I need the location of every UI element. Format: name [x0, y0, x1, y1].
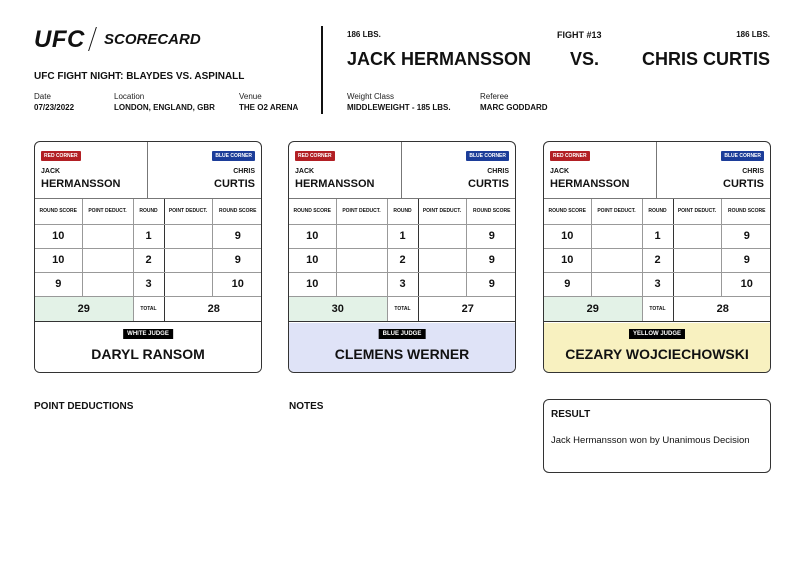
- fighter2-weight: 186 LBS.: [736, 30, 770, 39]
- total-row: [35, 296, 262, 321]
- round-number: 3: [387, 272, 418, 296]
- blue-fighter-last: CURTIS: [214, 178, 255, 190]
- judge-badge: BLUE JUDGE: [379, 329, 426, 339]
- round-score-header: ROUND SCORE: [721, 199, 771, 224]
- blue-fighter-first: CHRIS: [487, 168, 509, 175]
- blue-score: 9: [721, 224, 771, 248]
- red-score: 10: [35, 248, 82, 272]
- round-row: [544, 272, 771, 296]
- round-row: [35, 224, 262, 248]
- score-table: [544, 199, 771, 322]
- round-score-header: ROUND SCORE: [35, 199, 82, 224]
- blue-deduct: [418, 272, 466, 296]
- point-deduct-header: POINT DEDUCT.: [418, 199, 466, 224]
- score-table: [289, 199, 516, 322]
- round-score-header: ROUND SCORE: [544, 199, 591, 224]
- blue-deduct: [673, 224, 721, 248]
- blue-score: 9: [212, 224, 262, 248]
- header-divider: [321, 26, 323, 114]
- red-total: 29: [544, 296, 642, 321]
- red-fighter-first: JACK: [550, 168, 570, 175]
- blue-deduct: [418, 248, 466, 272]
- round-number: 3: [642, 272, 673, 296]
- scorecard-judge-3: [543, 141, 771, 373]
- blue-fighter-first: CHRIS: [742, 168, 764, 175]
- red-deduct: [82, 224, 133, 248]
- card-header: [544, 142, 770, 199]
- referee-value: MARC GODDARD: [480, 103, 548, 112]
- red-fighter-last: HERMANSSON: [295, 178, 375, 190]
- round-header: ROUND: [387, 199, 418, 224]
- red-deduct: [591, 272, 642, 296]
- date-value: 07/23/2022: [34, 103, 75, 112]
- result-box: [543, 399, 771, 473]
- blue-score: 10: [721, 272, 771, 296]
- round-row: [544, 248, 771, 272]
- round-number: 1: [133, 224, 164, 248]
- blue-deduct: [673, 248, 721, 272]
- card-header: [289, 142, 515, 199]
- round-number: 2: [387, 248, 418, 272]
- round-number: 2: [133, 248, 164, 272]
- location-value: LONDON, ENGLAND, GBR: [114, 103, 215, 112]
- blue-total: 28: [164, 296, 262, 321]
- round-score-header: ROUND SCORE: [466, 199, 516, 224]
- red-deduct: [336, 272, 387, 296]
- score-table: [35, 199, 262, 322]
- location-label: Location: [114, 92, 145, 101]
- result-text: Jack Hermansson won by Unanimous Decision: [551, 435, 750, 446]
- red-total: 29: [35, 296, 133, 321]
- judge-name: CLEMENS WERNER: [334, 346, 470, 362]
- blue-score: 9: [466, 272, 516, 296]
- red-score: 9: [544, 272, 591, 296]
- blue-score: 9: [466, 248, 516, 272]
- round-row: [544, 224, 771, 248]
- red-corner-badge: RED CORNER: [295, 151, 335, 161]
- point-deduct-header: POINT DEDUCT.: [336, 199, 387, 224]
- event-title: UFC FIGHT NIGHT: BLAYDES VS. ASPINALL: [34, 71, 245, 82]
- blue-deduct: [164, 224, 212, 248]
- blue-deduct: [418, 224, 466, 248]
- red-fighter-last: HERMANSSON: [41, 178, 121, 190]
- point-deduct-header: POINT DEDUCT.: [591, 199, 642, 224]
- scorecard-title: SCORECARD: [104, 31, 201, 48]
- logo-divider: [88, 27, 97, 51]
- red-score: 10: [289, 272, 336, 296]
- fighter2-name: CHRIS CURTIS: [641, 49, 770, 69]
- round-row: [289, 272, 516, 296]
- point-deduct-header: POINT DEDUCT.: [164, 199, 212, 224]
- red-fighter-last: HERMANSSON: [550, 178, 630, 190]
- weight-class-label: Weight Class: [347, 92, 394, 101]
- blue-corner-badge: BLUE CORNER: [721, 151, 764, 161]
- blue-fighter-last: CURTIS: [468, 178, 509, 190]
- point-deductions-heading: POINT DEDUCTIONS: [34, 401, 134, 412]
- blue-corner-badge: BLUE CORNER: [466, 151, 509, 161]
- blue-fighter-last: CURTIS: [723, 178, 764, 190]
- blue-score: 9: [212, 248, 262, 272]
- date-label: Date: [34, 92, 51, 101]
- fighter1-name: JACK HERMANSSON: [347, 49, 532, 69]
- blue-total: 28: [673, 296, 771, 321]
- round-row: [289, 248, 516, 272]
- red-total: 30: [289, 296, 387, 321]
- red-score: 9: [35, 272, 82, 296]
- round-row: [35, 272, 262, 296]
- point-deduct-header: POINT DEDUCT.: [82, 199, 133, 224]
- scorecard-judge-1: [34, 141, 262, 373]
- round-score-header: ROUND SCORE: [212, 199, 262, 224]
- notes-heading: NOTES: [289, 401, 324, 412]
- total-label: TOTAL: [387, 296, 418, 321]
- red-score: 10: [544, 224, 591, 248]
- judge-area: [35, 323, 261, 373]
- round-number: 3: [133, 272, 164, 296]
- judge-area: [544, 323, 770, 373]
- round-row: [35, 248, 262, 272]
- scorecard-judge-2: [288, 141, 516, 373]
- venue-value: THE O2 ARENA: [239, 103, 299, 112]
- red-deduct: [591, 224, 642, 248]
- point-deduct-header: POINT DEDUCT.: [673, 199, 721, 224]
- red-score: 10: [35, 224, 82, 248]
- judge-badge: YELLOW JUDGE: [629, 329, 685, 339]
- red-deduct: [336, 248, 387, 272]
- venue-label: Venue: [239, 92, 262, 101]
- round-header: ROUND: [133, 199, 164, 224]
- red-deduct: [591, 248, 642, 272]
- red-deduct: [82, 272, 133, 296]
- red-fighter-first: JACK: [295, 168, 315, 175]
- round-row: [289, 224, 516, 248]
- blue-deduct: [164, 248, 212, 272]
- red-corner-badge: RED CORNER: [41, 151, 81, 161]
- result-heading: RESULT: [551, 409, 591, 420]
- blue-total: 27: [418, 296, 516, 321]
- total-row: [544, 296, 771, 321]
- blue-fighter-first: CHRIS: [233, 168, 255, 175]
- versus-label: VS.: [570, 49, 600, 69]
- weight-class-value: MIDDLEWEIGHT - 185 LBS.: [347, 103, 451, 112]
- judge-badge: WHITE JUDGE: [123, 329, 173, 339]
- total-label: TOTAL: [133, 296, 164, 321]
- fighter1-weight: 186 LBS.: [347, 30, 381, 39]
- red-deduct: [82, 248, 133, 272]
- round-number: 2: [642, 248, 673, 272]
- blue-corner-badge: BLUE CORNER: [212, 151, 255, 161]
- ufc-logo: UFC: [34, 26, 85, 53]
- blue-deduct: [673, 272, 721, 296]
- round-number: 1: [387, 224, 418, 248]
- total-label: TOTAL: [642, 296, 673, 321]
- round-score-header: ROUND SCORE: [289, 199, 336, 224]
- red-score: 10: [289, 224, 336, 248]
- total-row: [289, 296, 516, 321]
- red-corner-badge: RED CORNER: [550, 151, 590, 161]
- round-header: ROUND: [642, 199, 673, 224]
- referee-label: Referee: [480, 92, 509, 101]
- judge-name: DARYL RANSOM: [91, 346, 205, 362]
- blue-score: 9: [721, 248, 771, 272]
- red-deduct: [336, 224, 387, 248]
- red-score: 10: [289, 248, 336, 272]
- judge-name: CEZARY WOJCIECHOWSKI: [565, 346, 749, 362]
- round-number: 1: [642, 224, 673, 248]
- blue-score: 10: [212, 272, 262, 296]
- blue-score: 9: [466, 224, 516, 248]
- red-fighter-first: JACK: [41, 168, 61, 175]
- red-score: 10: [544, 248, 591, 272]
- fight-number: FIGHT #13: [557, 30, 602, 40]
- blue-deduct: [164, 272, 212, 296]
- card-header: [35, 142, 261, 199]
- judge-area: [289, 323, 515, 373]
